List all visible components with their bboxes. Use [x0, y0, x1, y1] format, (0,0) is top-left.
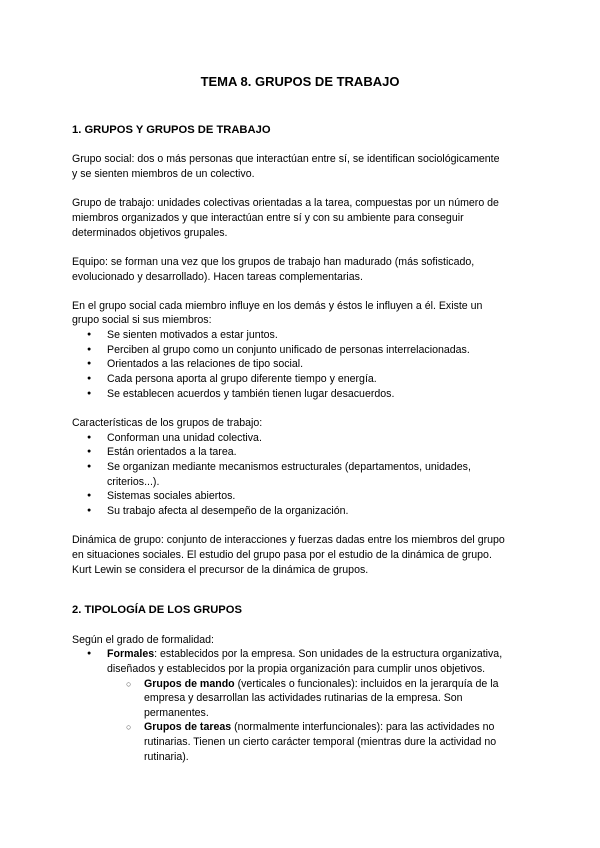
line-text: Conforman una unidad colectiva.	[107, 431, 262, 444]
line-text: Se sienten motivados a estar juntos.	[107, 329, 278, 342]
text-line	[107, 460, 542, 475]
paragraph	[72, 255, 542, 284]
bold-term: Grupos de mando	[144, 677, 235, 690]
line-text: permanentes.	[144, 706, 209, 719]
text-line	[107, 475, 542, 490]
text-line	[72, 255, 542, 270]
line-text: : establecidos por la empresa. Son unidades de la estructura organizativa,	[154, 648, 503, 661]
paragraph	[72, 633, 542, 648]
text-line	[107, 357, 542, 372]
text-line	[107, 647, 542, 662]
text-line	[72, 196, 542, 211]
bullet-item	[72, 504, 542, 519]
text-line	[107, 431, 542, 446]
paragraph	[72, 533, 542, 577]
bullet-icon: ●	[87, 492, 92, 500]
bullet-item	[72, 343, 542, 358]
bullet-item	[72, 431, 542, 446]
line-text: Dinámica de grupo: conjunto de interacciones y fuerzas dadas entre los miembros del grupo	[72, 534, 505, 547]
text-line	[72, 416, 542, 431]
line-text: Se organizan mediante mecanismos estructurales (departamentos, unidades,	[107, 461, 471, 474]
line-text: (normalmente interfuncionales): para las actividades no	[231, 721, 495, 734]
sub-bullet-item	[72, 677, 542, 721]
text-line	[72, 226, 542, 241]
bold-term: Formales	[107, 648, 155, 661]
bullet-icon: ●	[87, 331, 92, 339]
text-line	[107, 328, 542, 343]
line-text: rutinaria).	[144, 750, 189, 763]
line-text: 1. GRUPOS Y GRUPOS DE TRABAJO	[72, 124, 271, 136]
text-line	[72, 633, 542, 648]
section-heading	[72, 603, 542, 618]
line-text: Características de los grupos de trabajo:	[72, 417, 263, 430]
hollow-bullet-icon: ○	[126, 678, 132, 689]
line-text: rutinarias. Tienen un cierto carácter temporal (mientras dure la actividad no	[144, 736, 497, 749]
line-text: 2. TIPOLOGÍA DE LOS GRUPOS	[72, 604, 242, 617]
bullet-item	[72, 647, 542, 676]
line-text: en situaciones sociales. El estudio del grupo pasa por el estudio de la dinámica de grupo.	[72, 548, 492, 561]
bullet-item	[72, 387, 542, 402]
line-text: Se establecen acuerdos y también tienen lugar desacuerdos.	[107, 387, 395, 400]
bullet-item	[72, 357, 542, 372]
document-body	[72, 123, 542, 764]
paragraph	[72, 416, 542, 431]
line-text: Orientados a las relaciones de tipo social.	[107, 358, 304, 371]
line-text: criterios...).	[107, 475, 160, 488]
line-text: Grupo social: dos o más personas que interactúan entre sí, se identifican sociológicamente	[72, 153, 500, 166]
sub-bullet-item	[72, 720, 542, 764]
text-line	[107, 489, 542, 504]
bullet-item	[72, 445, 542, 460]
text-line	[144, 750, 542, 765]
line-text: (verticales o funcionales): incluidos en la jerarquía de la	[234, 677, 499, 690]
text-line	[107, 445, 542, 460]
line-text: evolucionado y desarrollado). Hacen tareas complementarias.	[72, 270, 363, 283]
line-text: y se sienten miembros de un colectivo.	[72, 167, 255, 180]
bullet-icon: ●	[87, 433, 92, 441]
bullet-icon: ●	[87, 463, 92, 471]
text-line	[144, 706, 542, 721]
text-line	[144, 677, 542, 692]
bullet-icon: ●	[87, 360, 92, 368]
line-text: Cada persona aporta al grupo diferente tiempo y energía.	[107, 373, 377, 386]
line-text: Están orientados a la tarea.	[107, 446, 237, 459]
text-line	[72, 533, 542, 548]
text-line	[72, 603, 542, 618]
text-line	[72, 167, 542, 182]
paragraph	[72, 299, 542, 328]
section-heading	[72, 123, 542, 138]
text-line	[144, 691, 542, 706]
text-line	[107, 504, 542, 519]
paragraph	[72, 152, 542, 181]
paragraph	[72, 196, 542, 240]
document-page	[72, 74, 542, 764]
hollow-bullet-icon: ○	[126, 722, 132, 733]
bullet-icon: ●	[87, 650, 92, 658]
text-line	[72, 152, 542, 167]
text-line	[72, 563, 542, 578]
bullet-icon: ●	[87, 389, 92, 397]
line-text: Equipo: se forman una vez que los grupos de trabajo han madurado (más sofisticado,	[72, 255, 475, 268]
bullet-item	[72, 460, 542, 489]
text-line	[72, 123, 542, 138]
bullet-icon: ●	[87, 375, 92, 383]
line-text: determinados objetivos grupales.	[72, 226, 228, 239]
text-line	[72, 299, 542, 314]
line-text: Su trabajo afecta al desempeño de la organización.	[107, 504, 349, 517]
line-text: Kurt Lewin se considera el precursor de la dinámica de grupos.	[72, 563, 369, 576]
bullet-icon: ●	[87, 448, 92, 456]
text-line	[72, 548, 542, 563]
bullet-item	[72, 489, 542, 504]
line-text: Perciben al grupo como un conjunto unificado de personas interrelacionadas.	[107, 343, 470, 356]
text-line	[72, 211, 542, 226]
text-line	[144, 720, 542, 735]
line-text: Según el grado de formalidad:	[72, 633, 214, 646]
text-line	[72, 270, 542, 285]
text-line	[144, 735, 542, 750]
line-text: Grupo de trabajo: unidades colectivas orientadas a la tarea, compuestas por un número de	[72, 197, 499, 210]
bullet-icon: ●	[87, 506, 92, 514]
line-text: empresa y desarrollan las actividades rutinarias de la empresa. Son	[144, 692, 463, 705]
text-line	[107, 387, 542, 402]
text-line	[107, 372, 542, 387]
text-line	[107, 662, 542, 677]
bold-term: Grupos de tareas	[144, 721, 232, 734]
line-text: miembros organizados y que interactúan entre sí y con su ambiente para conseguir	[72, 211, 464, 224]
line-text: Sistemas sociales abiertos.	[107, 490, 236, 503]
line-text: diseñados y establecidos por la propia organización para cumplir unos objetivos.	[107, 662, 486, 675]
bullet-item	[72, 328, 542, 343]
line-text: grupo social si sus miembros:	[72, 314, 212, 327]
text-line	[107, 343, 542, 358]
bullet-icon: ●	[87, 345, 92, 353]
line-text: En el grupo social cada miembro influye en los demás y éstos le influyen a él. Existe un	[72, 299, 483, 312]
text-line	[72, 313, 542, 328]
document-title: TEMA 8. GRUPOS DE TRABAJO	[200, 74, 400, 89]
bullet-item	[72, 372, 542, 387]
